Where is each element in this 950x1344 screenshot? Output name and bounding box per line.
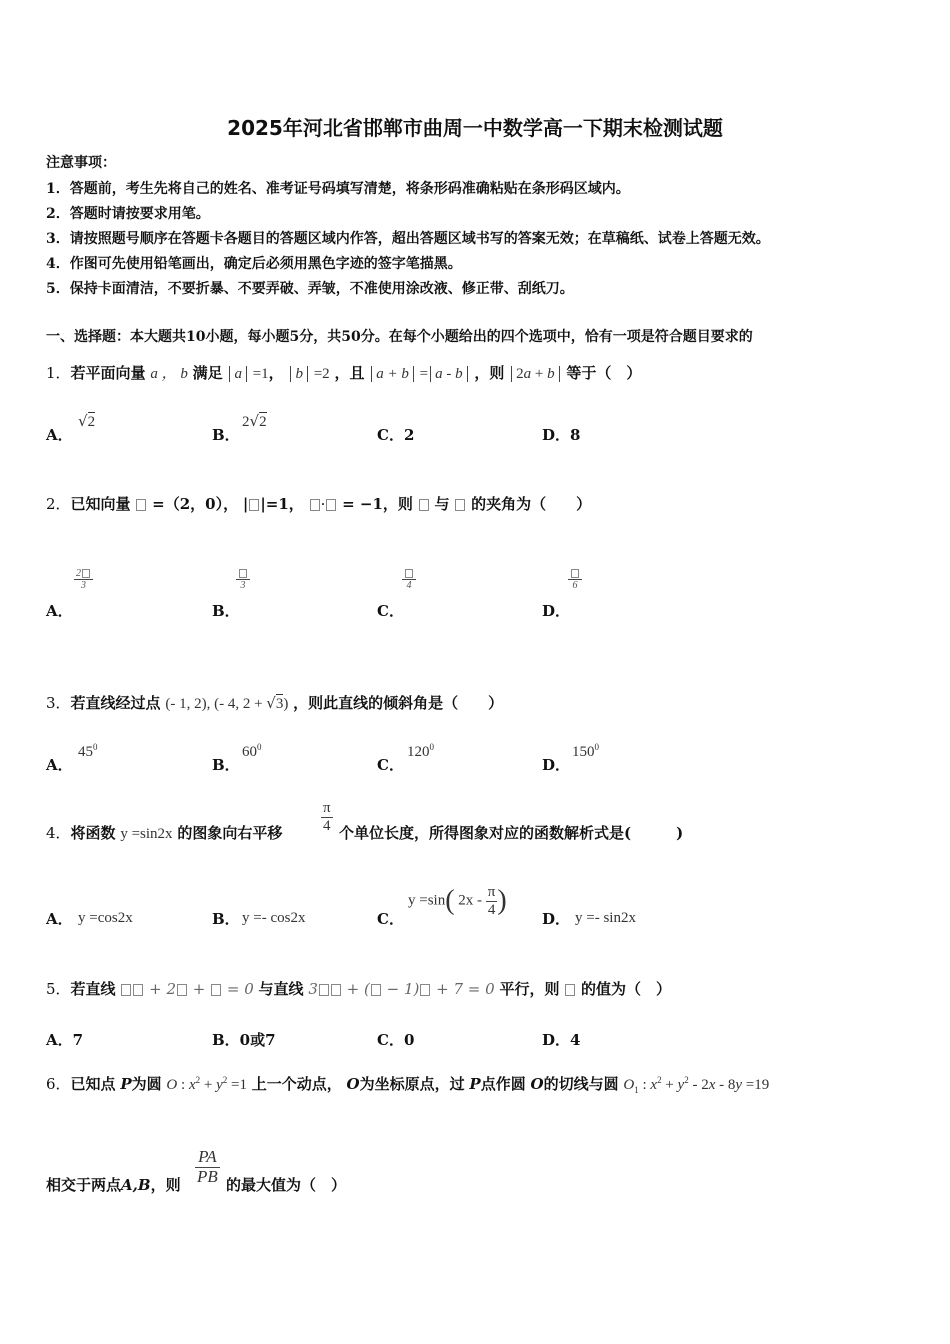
q4-option-b-value: y =- cos2x <box>242 910 306 926</box>
placeholder-glyph <box>249 499 259 511</box>
q1-option-a: A． <box>46 426 73 444</box>
placeholder-glyph <box>310 499 320 511</box>
q4-option-b: B． <box>212 910 240 928</box>
q2-option-a-value: $\frac{2}{3}$ <box>74 568 93 591</box>
q5-option-c: C．0 <box>377 1031 415 1049</box>
q4-option-d: D． <box>542 910 571 928</box>
question-3: 3．若直线经过点 (- 1, 2), (- 4, 2 + √3) ，则此直线的倾斜角是（ ） <box>46 694 504 712</box>
question-5: 5．若直线 + 2 + = 0 与直线 3 + ( − 1) + 7 = 0 平行，则 的值为（ ） <box>46 980 672 998</box>
placeholder-glyph <box>136 499 146 511</box>
q3-option-c: C． <box>377 756 404 774</box>
q2-option-c: C． <box>377 602 404 620</box>
q2-option-a: A． <box>46 602 73 620</box>
q3-option-b: B． <box>212 756 240 774</box>
q2-option-b-value: 3 <box>236 568 250 591</box>
section-heading: 一、选择题：本大题共10小题，每小题5分，共50分。在每个小题给出的四个选项中，恰有一项是符合题目要求的 <box>46 329 753 345</box>
placeholder-glyph <box>419 499 429 511</box>
math-shift-fraction: $\frac{\pi}{4}$ <box>323 800 331 834</box>
placeholder-glyph <box>326 499 336 511</box>
math-points: (- 1, 2), (- 4, 2 + √3) <box>165 694 289 712</box>
q1-option-b: B． <box>212 426 240 444</box>
math-abs-b: b =2 <box>288 366 329 382</box>
q4-option-a-value: y =cos2x <box>78 910 133 926</box>
q1-option-d: D．8 <box>542 426 581 444</box>
q1-option-a-value: √2 <box>78 412 96 430</box>
notice-item-4: 4．作图可先使用铅笔画出，确定后必须用黑色字迹的签字笔描黑。 <box>46 256 462 272</box>
math-function: y =sin2x <box>120 826 173 842</box>
math-line-2: 3 + ( − 1) + 7 = 0 <box>308 980 495 998</box>
q3-option-a: A． <box>46 756 73 774</box>
question-2: 2．已知向量 =（2，0）， | |=1， · = −1，则 与 的夹角为（ ） <box>46 495 592 513</box>
notice-item-5: 5．保持卡面清洁，不要折暴、不要弄破、弄皱，不准使用涂改液、修正带、刮纸刀。 <box>46 281 574 297</box>
question-1: 1．若平面向量 a ， b 满足 a =1， b =2 ，且 a + b = a - b ，则 2a + b 等于（ ） <box>46 364 642 382</box>
q2-option-c-value: 4 <box>402 568 416 591</box>
question-number: 1． <box>46 364 71 382</box>
q5-option-d: D．4 <box>542 1031 581 1049</box>
q2-option-b: B． <box>212 602 240 620</box>
q4-option-c-value: y =sin( 2x - $\frac{\pi}{4}$ ) <box>408 884 507 918</box>
question-6: 6．已知点 P为圆 O : $x^2 + y^2 =1$ 上一个动点， O为坐标原点，过 P点作圆 O的切线与圆 $O_1$ : $x^2 + y^2 - 2x - 8y =19$ <box>46 1075 770 1095</box>
notice-item-1: 1．答题前，考生先将自己的姓名、准考证号码填写清楚，将条形码准确粘贴在条形码区域内。 <box>46 181 630 197</box>
q2-option-d-value: 6 <box>568 568 582 591</box>
q4-option-d-value: y =- sin2x <box>575 910 636 926</box>
math-target: 2a + b <box>509 366 561 382</box>
q3-option-c-value: $120^0$ <box>407 742 434 760</box>
math-condition: a + b = a - b <box>369 366 469 382</box>
placeholder-glyph <box>455 499 465 511</box>
q5-option-a: A．7 <box>46 1031 84 1049</box>
question-4-tail: 个单位长度，所得图象对应的函数解析式是( ) <box>339 824 684 842</box>
question-6-line-2: 相交于两点A,B，则 <box>46 1176 181 1194</box>
q3-option-b-value: $60^0$ <box>242 742 262 760</box>
q2-option-d: D． <box>542 602 571 620</box>
notice-heading: 注意事项： <box>46 155 116 171</box>
math-circle-o: O : $x^2 + y^2 =1$ <box>166 1075 247 1093</box>
q5-option-b: B．0或7 <box>212 1031 276 1049</box>
q4-option-a: A． <box>46 910 73 928</box>
math-ratio: $\frac{PA}{PB}$ <box>197 1147 218 1186</box>
q3-option-d-value: $150^0$ <box>572 742 599 760</box>
notice-item-3: 3．请按照题号顺序在答题卡各题目的答题区域内作答，超出答题区域书写的答案无效；在草稿纸、试卷上答题无效。 <box>46 231 770 247</box>
math-line-1: + 2 + = 0 <box>120 980 253 998</box>
page-title: 2025年河北省邯郸市曲周一中数学高一下期末检测试题 <box>227 116 723 140</box>
math-a-b: a ， b <box>150 366 188 382</box>
question-6-line-2-tail: 的最大值为（ ） <box>226 1176 347 1194</box>
q3-option-d: D． <box>542 756 571 774</box>
q4-option-c: C． <box>377 910 404 928</box>
q1-option-b-value: 2√2 <box>242 412 267 430</box>
math-abs-a: a =1 <box>227 366 268 382</box>
question-4: 4．将函数 y =sin2x 的图象向右平移 <box>46 824 283 842</box>
math-circle-o1: $O_1$ : $x^2 + y^2 - 2x - 8y =19$ <box>623 1075 770 1095</box>
notice-item-2: 2．答题时请按要求用笔。 <box>46 206 210 222</box>
placeholder-glyph <box>565 984 575 996</box>
q1-option-c: C．2 <box>377 426 415 444</box>
q3-option-a-value: $45^0$ <box>78 742 98 760</box>
